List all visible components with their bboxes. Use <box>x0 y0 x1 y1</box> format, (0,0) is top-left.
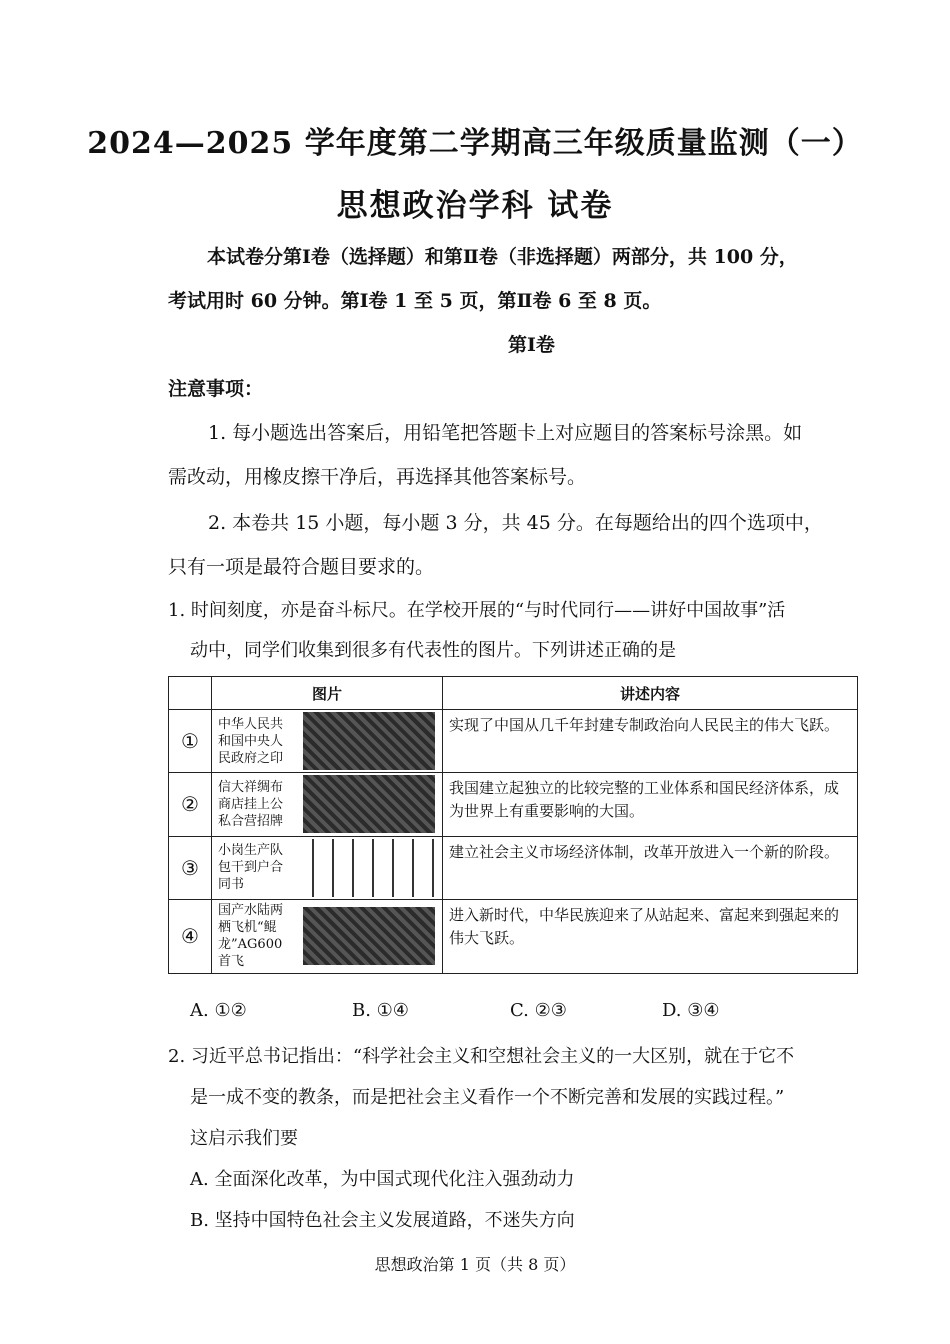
table-row <box>169 710 858 773</box>
storefront-photo <box>303 775 435 833</box>
note-2-line-2: 只有一项是最符合题目要求的。 <box>168 556 435 578</box>
q1-option-c[interactable]: C. ②③ <box>510 1000 567 1021</box>
q2-option-a[interactable]: A. 全面深化改革，为中国式现代化注入强劲动力 <box>190 1169 575 1190</box>
contract-photo <box>303 839 435 897</box>
table-header-cell: 讲述内容 <box>443 677 858 710</box>
table-row <box>169 773 858 836</box>
row-number: ③ <box>169 836 212 899</box>
q2-stem-line-3: 这启示我们要 <box>190 1128 298 1149</box>
intro-line-2: 考试用时 60 分钟。第Ⅰ卷 1 至 5 页，第Ⅱ卷 6 至 8 页。 <box>168 290 662 312</box>
description-cell: 我国建立起独立的比较完整的工业体系和国民经济体系，成为世界上有重要影响的大国。 <box>443 773 858 836</box>
row-number: ④ <box>169 899 212 973</box>
exam-subtitle: 思想政治学科 试卷 <box>336 188 614 224</box>
q1-option-a[interactable]: A. ①② <box>190 1000 247 1021</box>
picture-cell <box>212 710 443 773</box>
q1-table <box>168 676 858 974</box>
intro-line-1: 本试卷分第Ⅰ卷（选择题）和第Ⅱ卷（非选择题）两部分，共 100 分， <box>207 246 798 268</box>
table-header-cell <box>169 677 212 710</box>
picture-caption: 中华人民共 和国中央人 民政府之印 <box>218 716 284 766</box>
description-cell: 进入新时代，中华民族迎来了从站起来、富起来到强起来的伟大飞跃。 <box>443 899 858 973</box>
description-cell: 实现了中国从几千年封建专制政治向人民民主的伟大飞跃。 <box>443 710 858 773</box>
seaplane-photo <box>303 907 435 965</box>
exam-title: 2024—2025 学年度第二学期高三年级质量监测（一） <box>87 126 863 161</box>
description-cell: 建立社会主义市场经济体制，改革开放进入一个新的阶段。 <box>443 836 858 899</box>
notes-heading: 注意事项： <box>168 378 264 400</box>
q1-option-b[interactable]: B. ①④ <box>352 1000 409 1021</box>
picture-caption: 小岗生产队 包干到户合 同书 <box>218 843 284 893</box>
table-row <box>169 899 858 973</box>
section-heading: 第Ⅰ卷 <box>508 334 555 356</box>
q2-option-b[interactable]: B. 坚持中国特色社会主义发展道路，不迷失方向 <box>190 1210 575 1231</box>
q1-stem-line-2: 动中，同学们收集到很多有代表性的图片。下列讲述正确的是 <box>190 640 676 661</box>
table-header-cell: 图片 <box>212 677 443 710</box>
seal-photo <box>303 712 435 770</box>
table-row <box>169 836 858 899</box>
table-header-row <box>169 677 858 710</box>
q2-stem-line-2: 是一成不变的教条，而是把社会主义看作一个不断完善和发展的实践过程。” <box>190 1087 785 1108</box>
note-2-line-1: 2. 本卷共 15 小题，每小题 3 分，共 45 分。在每题给出的四个选项中， <box>208 512 823 534</box>
picture-cell <box>212 899 443 973</box>
picture-caption: 信大祥绸布 商店挂上公 私合营招牌 <box>218 779 284 829</box>
q1-stem-line-1: 1. 时间刻度，亦是奋斗标尺。在学校开展的“与时代同行——讲好中国故事”活 <box>168 600 786 621</box>
picture-cell <box>212 773 443 836</box>
page-footer: 思想政治第 1 页（共 8 页） <box>374 1255 576 1274</box>
note-1-line-1: 1. 每小题选出答案后，用铅笔把答题卡上对应题目的答案标号涂黑。如 <box>208 422 803 444</box>
row-number: ② <box>169 773 212 836</box>
q1-option-d[interactable]: D. ③④ <box>662 1000 720 1021</box>
picture-cell <box>212 836 443 899</box>
picture-caption: 国产水陆两 栖飞机“鲲 龙”AG600 首飞 <box>218 903 284 970</box>
row-number: ① <box>169 710 212 773</box>
note-1-line-2: 需改动，用橡皮擦干净后，再选择其他答案标号。 <box>168 466 587 488</box>
q2-stem-line-1: 2. 习近平总书记指出：“科学社会主义和空想社会主义的一大区别，就在于它不 <box>168 1046 795 1067</box>
